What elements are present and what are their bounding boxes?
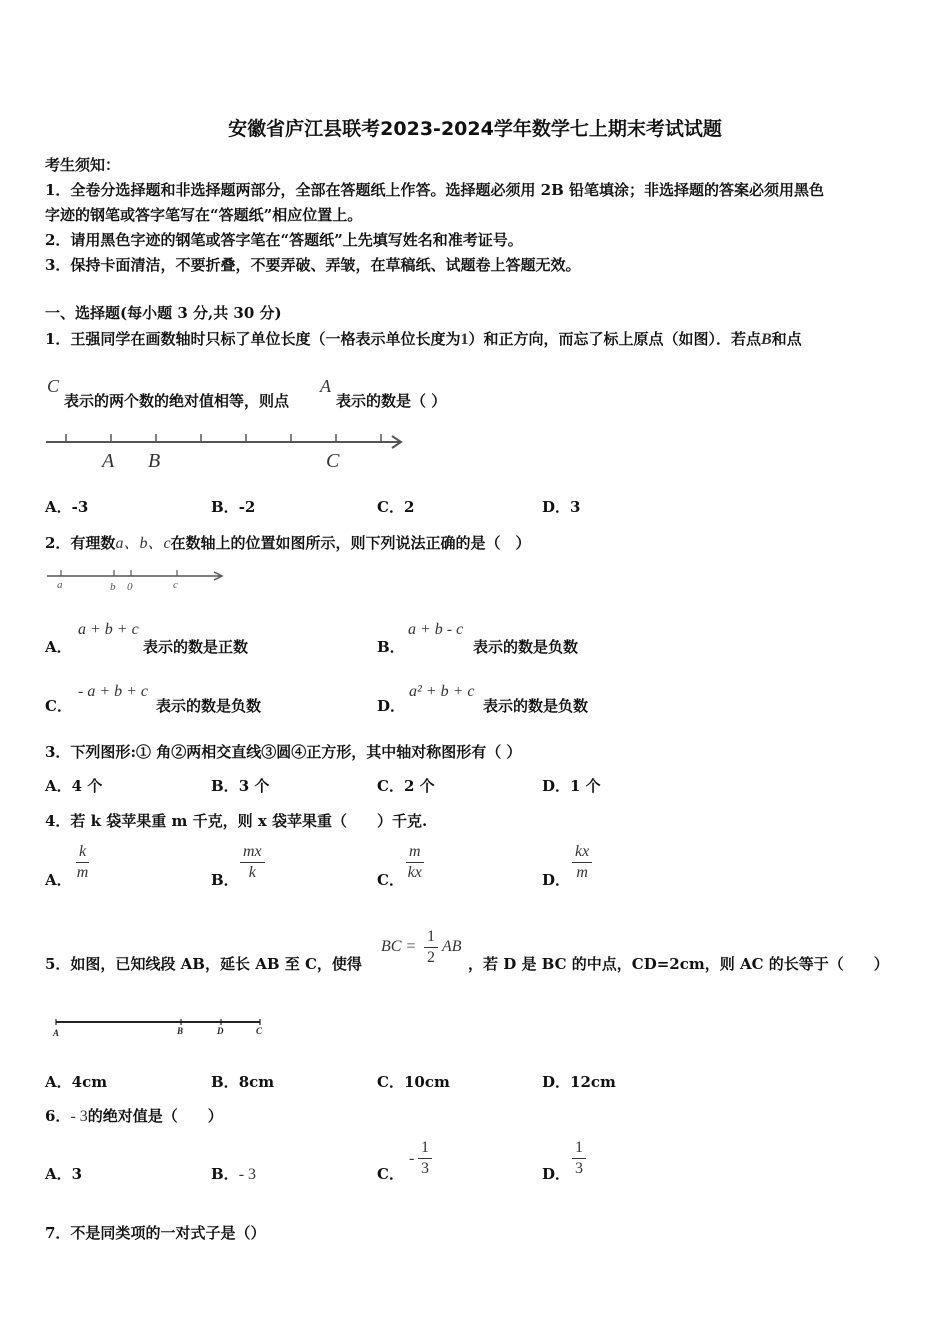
- q1-option-a[interactable]: A．-3: [45, 498, 89, 516]
- q6-option-b[interactable]: B．- 3: [211, 1165, 257, 1183]
- q6-option-a[interactable]: A．3: [45, 1165, 83, 1183]
- q2-axis-label-a: a: [57, 579, 63, 591]
- q2-option-c-text: 表示的数是负数: [156, 697, 262, 715]
- notice-heading: 考生须知：: [45, 156, 121, 174]
- q1-text-e: 表示的数是（ ）: [336, 392, 447, 410]
- q2-option-d-text: 表示的数是负数: [483, 697, 589, 715]
- q3-option-a[interactable]: A．4 个: [45, 777, 103, 795]
- q4-option-d-label[interactable]: D．: [542, 871, 571, 889]
- q4-option-b-label[interactable]: B．: [211, 871, 239, 889]
- q5-eq-right: AB: [442, 938, 462, 955]
- q2-axis-label-b: b: [110, 581, 116, 593]
- q5-segment-diagram: [50, 1014, 270, 1040]
- q5-eq-left: BC =: [381, 938, 417, 955]
- q2-option-c-expr: - a + b + c: [78, 683, 149, 700]
- q2-option-d-expr: a² + b + c: [409, 683, 475, 700]
- q4-option-b-fraction: $\frac{mx}{k}$: [240, 842, 265, 883]
- q6-option-d-label[interactable]: D．: [542, 1165, 571, 1183]
- q6-text: 6．- 3的绝对值是（ ）: [45, 1107, 223, 1125]
- q7-text: 7．不是同类项的一对式子是（）: [45, 1224, 266, 1242]
- q4-option-c-label[interactable]: C．: [377, 871, 404, 889]
- q1-point-c: C: [47, 376, 60, 396]
- q1-axis-label-a: A: [102, 450, 115, 472]
- q1-text-line1: 1．王强同学在画数轴时只标了单位长度（一格表示单位长度为1）和正方向，而忘了标上原点（如图）．若点B和点: [45, 330, 802, 348]
- q1-text-d: 表示的两个数的绝对值相等，则点: [64, 392, 290, 410]
- q4-option-a-fraction: $\frac{k}{m}$: [76, 843, 89, 881]
- q2-option-b-label[interactable]: B．: [377, 638, 405, 656]
- q3-option-d[interactable]: D．1 个: [542, 777, 601, 795]
- notice-line-2: 2．请用黑色字迹的钢笔或答字笔在“答题纸”上先填写姓名和准考证号。: [45, 231, 523, 249]
- q1-axis-label-c: C: [326, 450, 340, 472]
- q3-text: 3．下列图形:① 角②两相交直线③圆④正方形，其中轴对称图形有（ ）: [45, 743, 522, 761]
- q6-option-c-fraction: $\frac{1}{3}$: [418, 1138, 432, 1179]
- q4-option-c-fraction: $\frac{m}{kx}$: [407, 843, 422, 881]
- q4-option-d-fraction: $\frac{kx}{m}$: [572, 842, 592, 883]
- section-heading: 一、选择题(每小题 3 分,共 30 分): [45, 304, 282, 322]
- q3-option-c[interactable]: C．2 个: [377, 777, 435, 795]
- notice-line-1b: 字迹的钢笔或答字笔写在“答题纸”相应位置上。: [45, 206, 363, 224]
- q4-text: 4．若 k 袋苹果重 m 千克，则 x 袋苹果重（ ）千克.: [45, 812, 428, 830]
- notice-line-3: 3．保持卡面清洁，不要折叠，不要弄破、弄皱，在草稿纸、试题卷上答题无效。: [45, 256, 581, 274]
- q2-option-a-expr: a + b + c: [78, 621, 139, 638]
- q2-option-b-text: 表示的数是负数: [473, 638, 579, 656]
- page-title: 安徽省庐江县联考2023-2024学年数学七上期末考试试题: [228, 118, 722, 140]
- q2-option-c-label[interactable]: C．: [45, 697, 72, 715]
- q1-option-b[interactable]: B．-2: [211, 498, 256, 516]
- q2-option-a-text: 表示的数是正数: [143, 638, 249, 656]
- q4-option-a-label[interactable]: A．: [45, 871, 72, 889]
- q2-text: 2．有理数a、b、c在数轴上的位置如图所示，则下列说法正确的是（ ）: [45, 534, 531, 552]
- q1-number-line: [44, 426, 409, 472]
- q5-option-a[interactable]: A．4cm: [45, 1073, 108, 1091]
- q6-option-c-sign: -: [409, 1150, 415, 1167]
- q2-axis-label-c: c: [173, 579, 178, 591]
- q5-text-b: ，若 D 是 BC 的中点，CD=2cm，则 AC 的长等于（ ）: [468, 955, 889, 973]
- notice-line-1a: 1．全卷分选择题和非选择题两部分，全部在答题纸上作答。选择题必须用 2B 铅笔填涂；非选择题的答案必须用黑色: [45, 181, 825, 199]
- q5-label-c: C: [256, 1026, 263, 1036]
- q1-point-a: A: [320, 376, 331, 396]
- q5-text-a: 5．如图，已知线段 AB，延长 AB 至 C，使得: [45, 955, 362, 973]
- q1-axis-label-b: B: [148, 450, 161, 472]
- q2-option-b-expr: a + b - c: [408, 621, 464, 638]
- q2-number-line: [44, 566, 229, 594]
- q6-option-d-fraction: $\frac{1}{3}$: [572, 1138, 586, 1179]
- q5-option-d[interactable]: D．12cm: [542, 1073, 616, 1091]
- q2-axis-label-zero: 0: [127, 581, 133, 593]
- q5-option-c[interactable]: C．10cm: [377, 1073, 450, 1091]
- q5-eq-fraction: $\frac{1}{2}$: [424, 927, 438, 968]
- q5-label-d: D: [217, 1026, 224, 1036]
- q1-option-d[interactable]: D．3: [542, 498, 581, 516]
- q5-option-b[interactable]: B．8cm: [211, 1073, 275, 1091]
- q3-option-b[interactable]: B．3 个: [211, 777, 270, 795]
- q6-option-c-label[interactable]: C．: [377, 1165, 404, 1183]
- q5-label-b: B: [177, 1026, 184, 1036]
- q5-label-a: A: [53, 1028, 60, 1038]
- q1-option-c[interactable]: C．2: [377, 498, 415, 516]
- q2-option-d-label[interactable]: D．: [377, 697, 406, 715]
- q2-option-a-label[interactable]: A．: [45, 638, 72, 656]
